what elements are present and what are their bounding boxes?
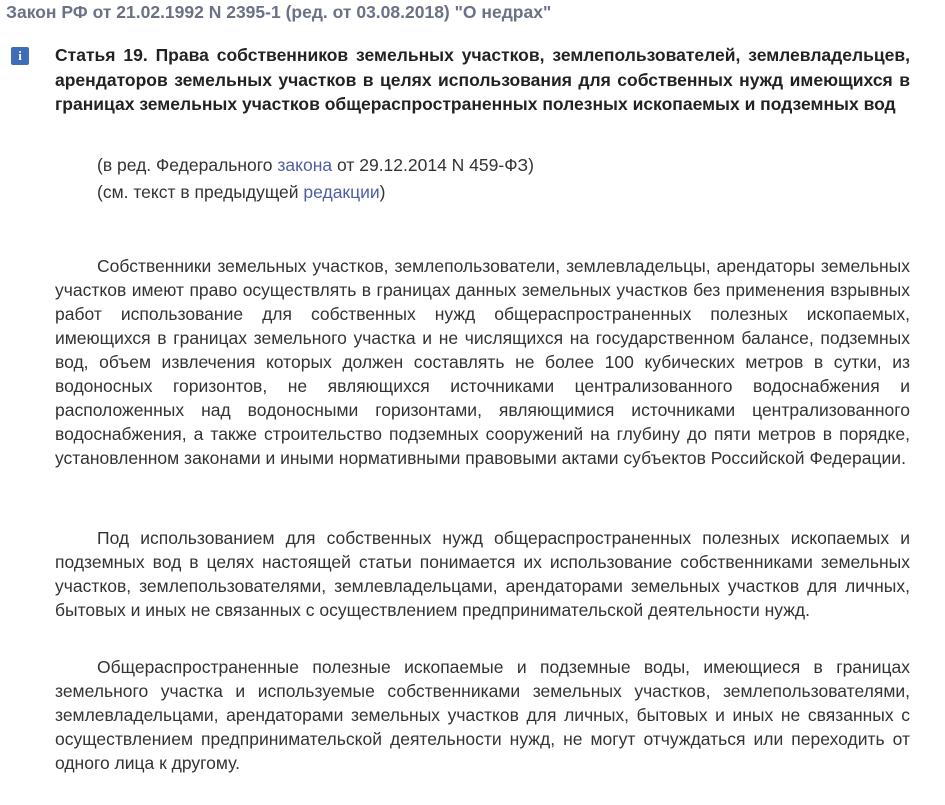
article-paragraph-3: Общераспространенные полезные ископаемые и подземные воды, имеющиеся в границах земельного участка и используемые собственниками земельных участков, землепользователями, землевладельцами, арендаторами земельных участков для личных, бытовых и иных не связанных с осуществлением предпринимательской деятельности нужд, не могут отчуждаться или переходить от одного лица к другому. xyxy=(55,657,910,773)
previous-edition-link[interactable]: редакции xyxy=(303,182,380,202)
edition-note-prefix: (в ред. Федерального xyxy=(97,155,278,175)
previous-edition-prefix: (см. текст в предыдущей xyxy=(97,182,304,202)
article-heading: Статья 19. Права собственников земельных участков, землепользователей, землевладельцев, арендаторов земельных участков в целях использования для собственных нужд имеющихся в границах земельных участков общераспространенных полезных ископаемых и подземных вод xyxy=(55,45,910,114)
edition-note-suffix: от 29.12.2014 N 459-ФЗ) xyxy=(332,155,534,175)
document-title: Закон РФ от 21.02.1992 N 2395-1 (ред. от 03.08.2018) "О недрах" xyxy=(6,2,552,22)
previous-edition-note xyxy=(97,180,897,204)
law-link[interactable]: закона xyxy=(277,155,333,175)
edition-note xyxy=(97,153,897,177)
previous-edition-suffix: ) xyxy=(379,182,386,202)
article-paragraph-1: Собственники земельных участков, землепользователи, землевладельцы, арендаторы земельных участков имеют право осуществлять в границах данных земельных участков без применения взрывных работ использование для собственных нужд общераспространенных полезных ископаемых, имеющихся в границах земельного участка и не числящихся на государственном балансе, подземных вод, объем извлечения которых должен составлять не более 100 кубических метров в сутки, из водоносных горизонтов, не являющихся источниками централизованного водоснабжения и расположенных над водоносными горизонтами, являющимися источниками централизованного водоснабжения, а также строительство подземных сооружений на глубину до пяти метров в порядке, установленном законами и иными нормативными правовыми актами субъектов Российской Федерации. xyxy=(55,256,910,468)
article-paragraph-2: Под использованием для собственных нужд общераспространенных полезных ископаемых и подземных вод в целях настоящей статьи понимается их использование собственниками земельных участков, землепользователями, землевладельцами, арендаторами земельных участков для личных, бытовых и иных не связанных с осуществлением предпринимательской деятельности нужд. xyxy=(55,528,910,620)
info-icon[interactable]: i xyxy=(11,47,29,65)
